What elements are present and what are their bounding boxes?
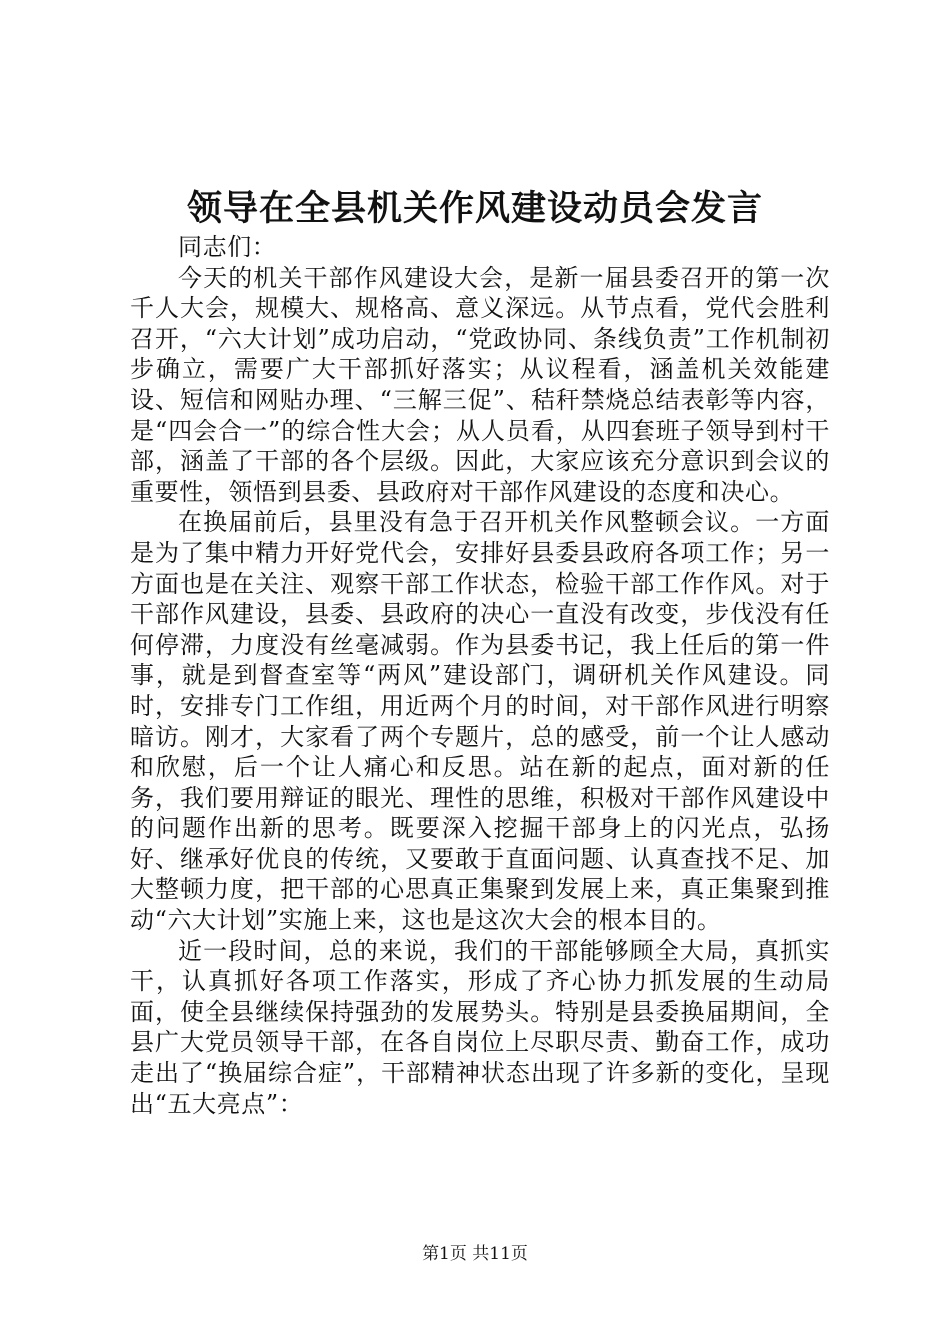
page-number-footer: 第1页 共11页 xyxy=(422,1244,528,1264)
document-title: 领导在全县机关作风建设动员会发言 xyxy=(186,188,763,229)
salutation-paragraph: 同志们： xyxy=(178,233,277,261)
body-paragraph-2: 在换届前后，县里没有急于召开机关作风整顿会议。一方面是为了集中精力开好党代会，安排好县委县政府各项工作；另一方面也是在关注、观察干部工作状态，检验干部工作作风。对于干部作风建设，县委、县政府的决心一直没有改变，步伐没有任何停滞，力度没有丝毫减弱。作为县委书记，我上任后的第一件事，就是到督查室等“两风”建设部门，调研机关作风建设。同时，安排专门工作组，用近两个月的时间，对干部作风进行明察暗访。刚才，大家看了两个专题片，总的感受，前一个让人感动和欣慰，后一个让人痛心和反思。站在新的起点，面对新的任务，我们要用辩证的眼光、理性的思维，积极对干部作风建设中的问题作出新的思考。既要深入挖掘干部身上的闪光点，弘扬好、继承好优良的传统，又要敢于直面问题、认真查找不足、加大整顿力度，把干部的心思真正集聚到发展上来，真正集聚到推动“六大计划”实施上来，这也是这次大会的根本目的。 xyxy=(130,508,830,935)
body-paragraph-3: 近一段时间，总的来说，我们的干部能够顾全大局，真抓实干，认真抓好各项工作落实，形成了齐心协力抓发展的生动局面，使全县继续保持强劲的发展势头。特别是县委换届期间，全县广大党员领导干部，在各自岗位上尽职尽责、勤奋工作，成功走出了“换届综合症”，干部精神状态出现了许多新的变化，呈现出“五大亮点”： xyxy=(130,936,830,1118)
body-paragraph-1: 今天的机关干部作风建设大会，是新一届县委召开的第一次千人大会，规模大、规格高、意义深远。从节点看，党代会胜利召开，“六大计划”成功启动，“党政协同、条线负责”工作机制初步确立，需要广大干部抓好落实；从议程看，涵盖机关效能建设、短信和网贴办理、“三解三促”、秸秆禁烧总结表彰等内容，是“四会合一”的综合性大会；从人员看，从四套班子领导到村干部，涵盖了干部的各个层级。因此，大家应该充分意识到会议的重要性，领悟到县委、县政府对干部作风建设的态度和决心。 xyxy=(130,263,830,506)
document-body xyxy=(130,232,830,1119)
